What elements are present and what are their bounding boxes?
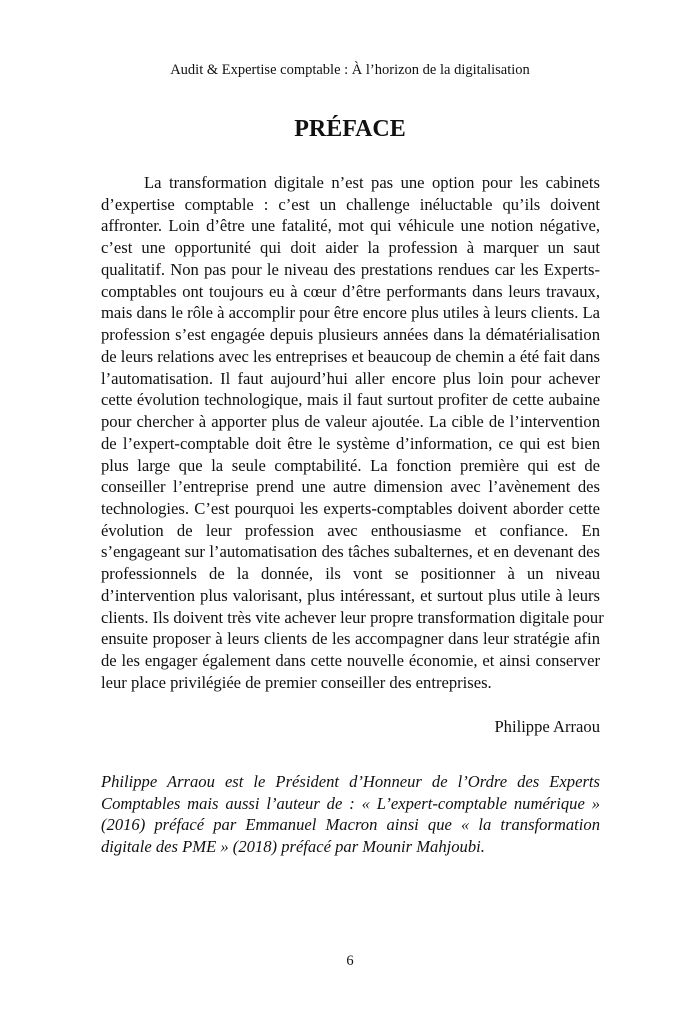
page-title: PRÉFACE	[294, 116, 406, 142]
text-line: comptables ont toujours eu à cœur d’être performants dans leurs travaux,	[101, 281, 600, 301]
text-line: d’expertise comptable : c’est un challenge inéluctable qu’ils doivent	[101, 194, 600, 214]
text-line: Comptables mais aussi l’auteur de : « L’expert-comptable numérique »	[101, 793, 600, 813]
text-line: La transformation digitale n’est pas une option pour les cabinets	[144, 173, 600, 192]
running-header: Audit & Expertise comptable : À l’horizon de la digitalisation	[170, 62, 530, 78]
text-line: ensuite proposer à leurs clients de les accompagner dans leur stratégie afin	[101, 629, 600, 649]
text-line: d’intervention plus valorisant, plus intéressant, et surtout plus utile à leurs	[101, 585, 600, 605]
text-line: profession s’est engagée depuis plusieurs années dans la dématérialisation	[101, 325, 600, 345]
page-number: 6	[346, 953, 354, 969]
text-line: de les engager également dans cette nouvelle économie, et ainsi conserver	[101, 651, 600, 671]
text-line: l’automatisation. Il faut aujourd’hui aller encore plus loin pour achever	[101, 368, 600, 388]
text-line: pour chercher à apporter plus de valeur ajoutée. La cible de l’intervention	[101, 412, 600, 432]
text-line: technologies. C’est pourquoi les experts-comptables doivent aborder cette	[101, 499, 600, 519]
text-line: professionnels de la donnée, ils vont se positionner à un niveau	[101, 564, 600, 584]
text-line: mais dans le rôle à accomplir pour être encore plus utiles à leurs clients. La	[101, 303, 601, 323]
text-line: cette évolution technologique, mais il faut surtout profiter de cette aubaine	[101, 390, 600, 410]
text-line: de leurs relations avec les entreprises et beaucoup de chemin a été fait dans	[101, 346, 600, 366]
text-line: affronter. Loin d’être une fatalité, mot qui véhicule une notion négative,	[101, 216, 600, 236]
signature: Philippe Arraou	[494, 717, 600, 736]
text-line: conseiller l’entreprise prend une autre dimension avec l’avènement des	[101, 477, 600, 497]
text-line: plus large que la seule comptabilité. La fonction première qui est de	[101, 455, 600, 475]
text-line: c’est une opportunité qui doit aider la profession à marquer un saut	[101, 238, 600, 258]
text-line: s’engageant sur l’automatisation des tâches subalternes, et en devenant des	[101, 542, 600, 562]
author-bio	[101, 771, 600, 858]
text-line: Philippe Arraou est le Président d’Honneur de l’Ordre des Experts	[101, 772, 600, 791]
text-line: de l’expert-comptable doit être le système d’information, ce qui est bien	[101, 433, 600, 453]
text-line: évolution de leur profession avec enthousiasme et confiance. En	[101, 520, 600, 540]
text-line: digitale des PME » (2018) préfacé par Mounir Mahjoubi.	[101, 837, 485, 857]
preface-body	[101, 172, 604, 694]
text-line: qualitatif. Non pas pour le niveau des prestations rendues car les Experts-	[101, 259, 600, 279]
text-line: leur place privilégiée de premier conseiller des entreprises.	[101, 672, 492, 692]
text-line: clients. Ils doivent très vite achever leur propre transformation digitale pour	[101, 607, 604, 627]
text-line: (2016) préfacé par Emmanuel Macron ainsi que « la transformation	[101, 815, 600, 835]
